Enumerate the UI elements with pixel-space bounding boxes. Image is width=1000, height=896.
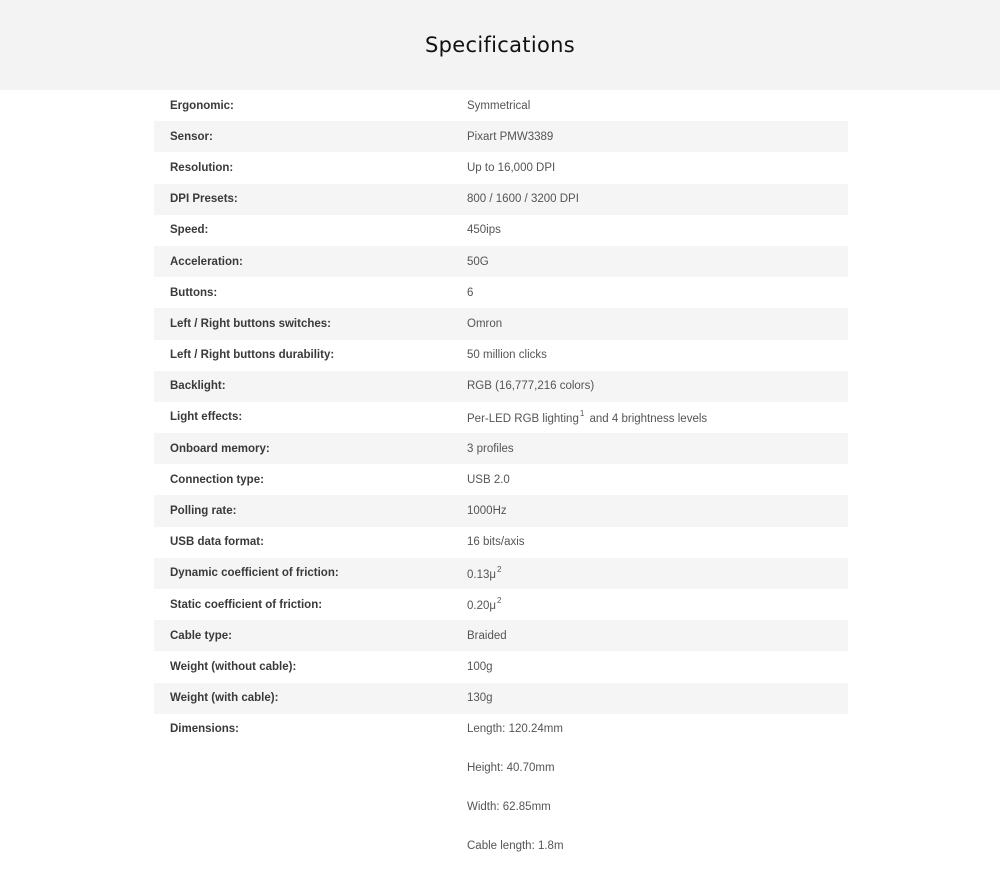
spec-label: Buttons: (170, 286, 218, 299)
spec-value-text: 0.13μ (467, 568, 497, 581)
spec-row-static-friction (154, 589, 848, 620)
spec-row-acceleration (154, 246, 848, 277)
spec-value (467, 597, 848, 612)
dimension-cable-length: Cable length: 1.8m (467, 839, 564, 852)
spec-label: Acceleration: (170, 255, 243, 268)
spec-value: 800 / 1600 / 3200 DPI (467, 193, 579, 206)
spec-value: 1000Hz (467, 505, 507, 518)
spec-value: 6 (467, 286, 474, 299)
spec-label: Sensor: (170, 130, 213, 143)
spec-row-buttons (154, 277, 848, 308)
page-header (0, 0, 1000, 90)
spec-label: Ergonomic: (170, 99, 234, 112)
spec-row-sensor (154, 121, 848, 152)
spec-row-onboard-memory (154, 433, 848, 464)
spec-value: Symmetrical (467, 99, 531, 112)
spec-label: USB data format: (170, 536, 264, 549)
spec-row-connection-type (154, 464, 848, 495)
spec-value: Pixart PMW3389 (467, 130, 554, 143)
spec-value-text: Per-LED RGB lighting (467, 412, 579, 425)
spec-label: Static coefficient of friction: (170, 598, 323, 611)
dimension-height: Height: 40.70mm (467, 761, 555, 774)
spec-row-switches (154, 308, 848, 339)
footnote-marker: 2 (497, 596, 502, 606)
spec-label: Polling rate: (170, 505, 237, 518)
spec-label: Connection type: (170, 473, 264, 486)
spec-value: Up to 16,000 DPI (467, 161, 556, 174)
spec-label: Speed: (170, 224, 209, 237)
dimension-length: Length: 120.24mm (467, 722, 563, 735)
spec-label: Left / Right buttons durability: (170, 349, 335, 362)
spec-value: 16 bits/axis (467, 536, 525, 549)
spec-label: Resolution: (170, 161, 234, 174)
footnote-marker: 2 (497, 564, 502, 574)
spec-row-polling-rate (154, 495, 848, 526)
spec-row-resolution (154, 152, 848, 183)
spec-value: 100g (467, 660, 493, 673)
spec-value: Omron (467, 317, 503, 330)
spec-label: Onboard memory: (170, 442, 270, 455)
spec-value: 50 million clicks (467, 349, 547, 362)
spec-row-weight-without-cable (154, 651, 848, 682)
spec-value (467, 566, 848, 581)
spec-label: Weight (with cable): (170, 692, 279, 705)
spec-label: DPI Presets: (170, 193, 238, 206)
spec-value-text-after: and 4 brightness levels (589, 412, 708, 425)
dimension-width: Width: 62.85mm (467, 800, 551, 813)
spec-row-dimensions (154, 714, 848, 879)
spec-row-cable-type (154, 620, 848, 651)
spec-row-dpi-presets (154, 184, 848, 215)
spec-label: Weight (without cable): (170, 660, 297, 673)
spec-table (154, 90, 848, 879)
spec-row-backlight (154, 371, 848, 402)
footnote-marker: 1 (579, 409, 585, 419)
spec-row-light-effects (154, 402, 848, 433)
spec-row-speed (154, 215, 848, 246)
spec-row-usb-data-format (154, 527, 848, 558)
spec-row-dynamic-friction (154, 558, 848, 589)
spec-value (467, 410, 848, 425)
spec-row-weight-with-cable (154, 683, 848, 714)
spec-label: Left / Right buttons switches: (170, 317, 331, 330)
dimensions-list (467, 723, 848, 879)
spec-label: Backlight: (170, 380, 226, 393)
spec-label: Dimensions: (170, 722, 240, 735)
spec-label: Dynamic coefficient of friction: (170, 567, 339, 580)
spec-value: Braided (467, 629, 507, 642)
spec-value: USB 2.0 (467, 473, 510, 486)
spec-row-ergonomic (154, 90, 848, 121)
spec-value: 450ips (467, 224, 501, 237)
spec-row-durability (154, 340, 848, 371)
spec-value: 50G (467, 255, 489, 268)
spec-value: 130g (467, 692, 493, 705)
spec-value: RGB (16,777,216 colors) (467, 380, 595, 393)
page-title: Specifications (425, 33, 575, 57)
spec-label: Cable type: (170, 629, 232, 642)
spec-value: 3 profiles (467, 442, 514, 455)
spec-value-text: 0.20μ (467, 600, 497, 612)
spec-label: Light effects: (170, 411, 243, 424)
